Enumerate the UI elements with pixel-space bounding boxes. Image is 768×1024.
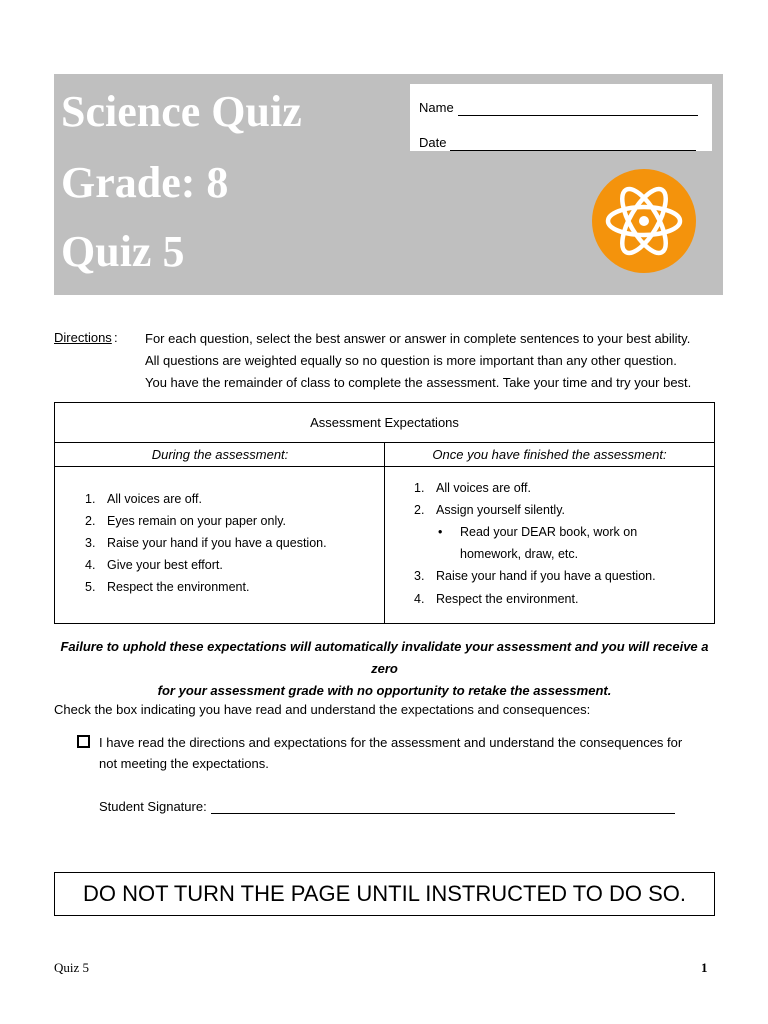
expectations-title: Assessment Expectations — [55, 403, 714, 443]
after-subitem: • Read your DEAR book, work on — [438, 525, 638, 539]
after-item-2: 2. Assign yourself silently. — [414, 503, 565, 517]
after-item-1: 1. All voices are off. — [414, 481, 531, 495]
during-item-1: 1. All voices are off. — [85, 492, 202, 506]
atom-icon — [592, 169, 696, 273]
during-heading: During the assessment: — [55, 443, 385, 467]
quiz-title: Science Quiz — [61, 87, 302, 136]
date-label: Date — [419, 135, 447, 150]
warning-text — [54, 636, 715, 702]
signature-label: Student Signature: — [99, 799, 207, 814]
quiz-number: Quiz 5 — [61, 227, 185, 276]
after-item-3: 3. Raise your hand if you have a question. — [414, 569, 656, 583]
acknowledge-line-1: I have read the directions and expectations for the assessment and understand the consequences for — [99, 735, 683, 750]
signature-field[interactable] — [99, 799, 675, 814]
name-label: Name — [419, 100, 454, 115]
during-item-5: 5. Respect the environment. — [85, 580, 250, 594]
during-item-2: 2. Eyes remain on your paper only. — [85, 514, 287, 528]
after-item-4: 4. Respect the environment. — [414, 592, 579, 606]
directions-line-3: You have the remainder of class to complete the assessment. Take your time and try your best. — [145, 375, 692, 390]
date-underline — [450, 138, 696, 151]
directions-label: Directions — [54, 330, 112, 345]
date-field[interactable] — [419, 135, 696, 151]
warning-line-1: Failure to uphold these expectations will automatically invalidate your assessment and you will receive a zero — [60, 639, 709, 676]
expectations-table — [54, 402, 715, 624]
column-divider — [384, 443, 385, 624]
page-number: 1 — [701, 960, 708, 975]
directions-line-2: All questions are weighted equally so no question is more important than any other question. — [145, 353, 677, 368]
name-field[interactable] — [419, 100, 698, 116]
directions-colon: : — [114, 330, 118, 345]
grade-label: Grade: 8 — [61, 158, 229, 207]
after-subitem-cont: homework, draw, etc. — [460, 547, 579, 561]
do-not-turn-banner: DO NOT TURN THE PAGE UNTIL INSTRUCTED TO DO SO. — [54, 872, 715, 916]
during-item-3: 3. Raise your hand if you have a question. — [85, 536, 327, 550]
during-item-4: 4. Give your best effort. — [85, 558, 223, 572]
check-instruction: Check the box indicating you have read and understand the expectations and consequences: — [54, 702, 591, 717]
warning-line-2: for your assessment grade with no opportunity to retake the assessment. — [157, 683, 612, 698]
name-date-box — [410, 84, 712, 151]
acknowledge-checkbox[interactable] — [77, 735, 90, 748]
acknowledge-line-2: not meeting the expectations. — [99, 756, 269, 771]
after-heading: Once you have finished the assessment: — [385, 443, 714, 467]
name-underline — [458, 103, 698, 116]
footer-quiz-label: Quiz 5 — [54, 960, 90, 975]
header-band — [54, 74, 723, 295]
signature-underline — [211, 801, 675, 814]
directions-line-1: For each question, select the best answer or answer in complete sentences to your best ability. — [145, 331, 691, 346]
